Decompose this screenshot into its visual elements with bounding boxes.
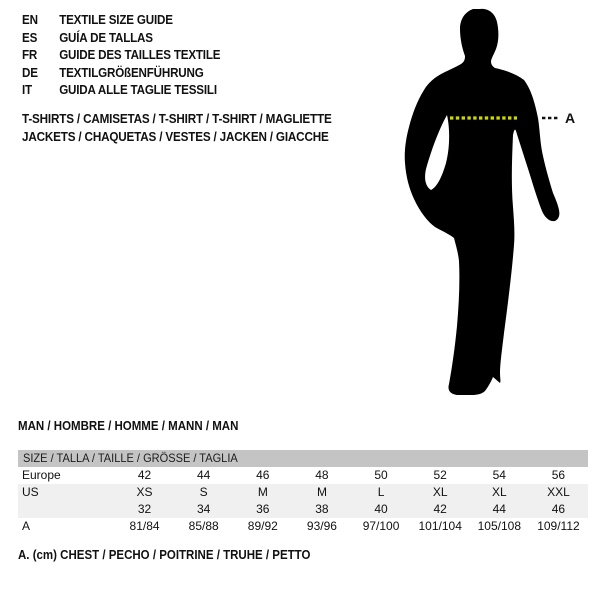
- language-row: [22, 65, 220, 83]
- size-value-cell: 81/84: [129, 519, 160, 533]
- size-table-rows: [18, 467, 588, 535]
- size-table-header: [18, 450, 588, 467]
- table-row-label: Europe: [22, 468, 61, 482]
- table-row-label: [18, 501, 115, 518]
- size-table-header-label: SIZE / TALLA / TAILLE / GRÖSSE / TAGLIA: [23, 451, 238, 465]
- language-title: GUIDA ALLE TAGLIE TESSILI: [59, 83, 217, 97]
- language-title: GUIDE DES TAILLES TEXTILE: [59, 48, 221, 62]
- size-value-cell: 44: [197, 468, 211, 482]
- size-value-cell: 42: [137, 468, 152, 482]
- measurement-footnote: [18, 548, 336, 562]
- size-value-cell: 54: [492, 468, 506, 482]
- table-row: [18, 467, 588, 484]
- language-row: [22, 12, 220, 30]
- language-code: EN: [22, 13, 38, 27]
- language-title: TEXTILGRÖßENFÜHRUNG: [59, 65, 204, 80]
- language-code: ES: [22, 30, 38, 45]
- table-row: [18, 484, 588, 501]
- size-value-cell: 32: [137, 502, 152, 516]
- size-value-cell: 50: [374, 468, 388, 482]
- size-value-cell: S: [199, 485, 208, 499]
- size-value-cell: 36: [256, 502, 270, 516]
- category-list: [22, 110, 366, 146]
- language-code: DE: [22, 65, 38, 80]
- size-value-cell: L: [377, 485, 385, 499]
- man-silhouette: [405, 9, 560, 395]
- man-silhouette-figure: [395, 0, 600, 400]
- size-value-cell: XL: [491, 485, 507, 499]
- size-value-cell: 34: [197, 502, 211, 516]
- section-title-man: [18, 419, 258, 433]
- size-value-cell: 93/96: [306, 519, 337, 533]
- language-title: GUÍA DE TALLAS: [59, 30, 153, 45]
- size-value-cell: 46: [551, 502, 566, 516]
- size-value-cell: 48: [315, 468, 329, 482]
- size-value-cell: 46: [256, 468, 270, 482]
- size-value-cell: XL: [432, 485, 448, 499]
- language-code: FR: [22, 48, 38, 62]
- language-row: [22, 47, 220, 65]
- language-title: TEXTILE SIZE GUIDE: [59, 13, 173, 27]
- size-value-cell: 97/100: [362, 519, 400, 533]
- language-row: [22, 30, 220, 48]
- size-value-cell: 52: [433, 468, 447, 482]
- size-value-cell: XXL: [547, 485, 570, 499]
- size-value-cell: 38: [315, 502, 329, 516]
- size-value-cell: 56: [551, 468, 566, 482]
- size-value-cell: 42: [433, 502, 447, 516]
- category-line: T-SHIRTS / CAMISETAS / T-SHIRT / T-SHIRT / MAGLIETTE: [22, 111, 332, 126]
- category-line: JACKETS / CHAQUETAS / VESTES / JACKEN / GIACCHE: [22, 129, 329, 144]
- language-row: [22, 82, 220, 100]
- chest-measure-label: A: [565, 110, 576, 126]
- size-value-cell: M: [316, 485, 327, 499]
- section-title-man-text: MAN / HOMBRE / HOMME / MANN / MAN: [18, 419, 239, 433]
- measurement-footnote-text: A. (cm) CHEST / PECHO / POITRINE / TRUHE / PETTO: [18, 548, 311, 562]
- size-value-cell: 101/104: [418, 519, 462, 533]
- table-row-label: US: [22, 485, 39, 499]
- size-value-cell: XS: [136, 485, 153, 499]
- size-value-cell: M: [257, 485, 268, 499]
- language-list: [22, 12, 235, 100]
- table-row: [18, 518, 588, 535]
- size-value-cell: 105/108: [477, 519, 521, 533]
- size-value-cell: 44: [492, 502, 506, 516]
- table-row-label: A: [22, 519, 31, 533]
- language-code: IT: [22, 83, 32, 97]
- size-value-cell: 109/112: [537, 519, 580, 533]
- size-value-cell: 85/88: [188, 519, 219, 533]
- size-table: [18, 450, 588, 535]
- table-row: [18, 501, 588, 518]
- size-value-cell: 89/92: [247, 519, 278, 533]
- size-value-cell: 40: [374, 502, 388, 516]
